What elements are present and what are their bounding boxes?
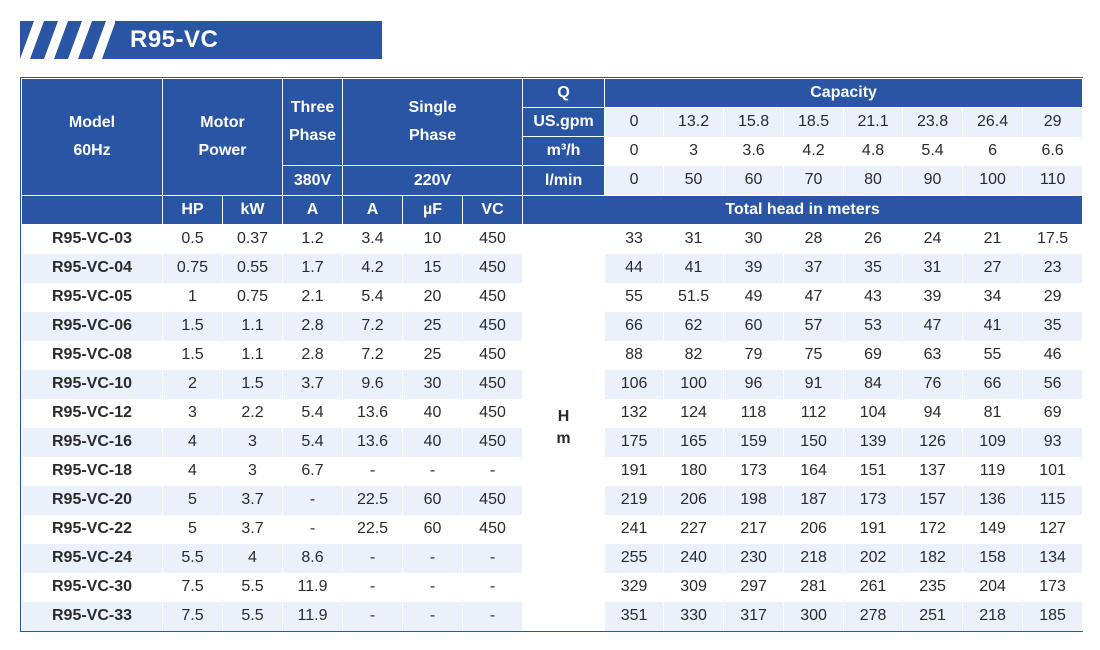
head-value: 175 <box>605 428 664 457</box>
model-name: R95-VC-18 <box>22 457 163 486</box>
head-value: 60 <box>724 312 784 341</box>
head-value: 53 <box>844 312 903 341</box>
head-unit-m: m <box>556 429 571 447</box>
head-value: 281 <box>784 573 844 602</box>
capacity-value: 18.5 <box>784 108 844 137</box>
cell-hp: 5 <box>163 486 223 515</box>
head-value: 31 <box>903 254 963 283</box>
header-single-phase: Single Phase <box>343 79 523 166</box>
cell-a3: 1.2 <box>283 225 343 254</box>
capacity-value: 70 <box>784 166 844 196</box>
head-value: 62 <box>664 312 724 341</box>
cell-uf: 10 <box>403 225 463 254</box>
head-value: 351 <box>605 602 664 631</box>
cell-uf: 40 <box>403 399 463 428</box>
table-row <box>22 225 1083 254</box>
head-value: 180 <box>664 457 724 486</box>
head-value: 66 <box>963 370 1023 399</box>
head-value: 330 <box>664 602 724 631</box>
cell-a3: 5.4 <box>283 428 343 457</box>
head-value: 255 <box>605 544 664 573</box>
unit-m3h: m³/h <box>523 137 605 166</box>
head-value: 51.5 <box>664 283 724 312</box>
cell-vc: 450 <box>463 515 523 544</box>
head-value: 172 <box>903 515 963 544</box>
head-value: 134 <box>1023 544 1083 573</box>
model-name: R95-VC-20 <box>22 486 163 515</box>
head-value: 185 <box>1023 602 1083 631</box>
cell-a1: 22.5 <box>343 515 403 544</box>
cell-a1: 5.4 <box>343 283 403 312</box>
head-value: 69 <box>1023 399 1083 428</box>
cell-uf: 25 <box>403 312 463 341</box>
head-value: 139 <box>844 428 903 457</box>
cell-hp: 4 <box>163 457 223 486</box>
head-value: 164 <box>784 457 844 486</box>
head-value: 39 <box>903 283 963 312</box>
head-value: 27 <box>963 254 1023 283</box>
cell-kw: 3 <box>223 457 283 486</box>
head-value: 297 <box>724 573 784 602</box>
title-banner <box>20 21 382 59</box>
cell-kw: 1.1 <box>223 312 283 341</box>
cell-a3: 2.1 <box>283 283 343 312</box>
capacity-value: 4.8 <box>844 137 903 166</box>
page-title: R95-VC <box>130 26 219 53</box>
cell-uf: 20 <box>403 283 463 312</box>
head-value: 24 <box>903 225 963 254</box>
cell-a3: - <box>283 486 343 515</box>
head-value: 149 <box>963 515 1023 544</box>
head-value: 218 <box>784 544 844 573</box>
capacity-value: 13.2 <box>664 108 724 137</box>
head-value: 49 <box>724 283 784 312</box>
model-name: R95-VC-10 <box>22 370 163 399</box>
cell-hp: 2 <box>163 370 223 399</box>
head-value: 93 <box>1023 428 1083 457</box>
capacity-value: 6 <box>963 137 1023 166</box>
cell-vc: - <box>463 573 523 602</box>
head-value: 165 <box>664 428 724 457</box>
capacity-value: 90 <box>903 166 963 196</box>
head-value: 109 <box>963 428 1023 457</box>
header-empty <box>22 196 163 225</box>
head-value: 127 <box>1023 515 1083 544</box>
capacity-value: 3 <box>664 137 724 166</box>
cell-kw: 0.37 <box>223 225 283 254</box>
head-value: 55 <box>605 283 664 312</box>
capacity-value: 80 <box>844 166 903 196</box>
capacity-value: 23.8 <box>903 108 963 137</box>
header-capacity: Capacity <box>605 79 1083 108</box>
head-value: 41 <box>664 254 724 283</box>
cell-a3: 2.8 <box>283 312 343 341</box>
head-value: 101 <box>1023 457 1083 486</box>
head-value: 35 <box>844 254 903 283</box>
cell-a3: 6.7 <box>283 457 343 486</box>
head-value: 218 <box>963 602 1023 631</box>
header-220v: 220V <box>343 166 523 196</box>
cell-kw: 3.7 <box>223 486 283 515</box>
head-value: 191 <box>605 457 664 486</box>
head-value: 46 <box>1023 341 1083 370</box>
cell-kw: 0.75 <box>223 283 283 312</box>
cell-a3: 11.9 <box>283 602 343 631</box>
model-name: R95-VC-30 <box>22 573 163 602</box>
cell-vc: 450 <box>463 370 523 399</box>
head-value: 112 <box>784 399 844 428</box>
cell-vc: 450 <box>463 341 523 370</box>
head-value: 29 <box>1023 283 1083 312</box>
cell-vc: 450 <box>463 399 523 428</box>
head-value: 173 <box>844 486 903 515</box>
capacity-value: 3.6 <box>724 137 784 166</box>
head-value: 159 <box>724 428 784 457</box>
cell-vc: 450 <box>463 225 523 254</box>
cell-uf: - <box>403 602 463 631</box>
cell-kw: 5.5 <box>223 573 283 602</box>
head-value: 69 <box>844 341 903 370</box>
capacity-value: 100 <box>963 166 1023 196</box>
cell-a3: 11.9 <box>283 573 343 602</box>
head-value: 31 <box>664 225 724 254</box>
cell-vc: 450 <box>463 254 523 283</box>
cell-kw: 4 <box>223 544 283 573</box>
capacity-value: 21.1 <box>844 108 903 137</box>
capacity-value: 4.2 <box>784 137 844 166</box>
cell-uf: - <box>403 573 463 602</box>
cell-kw: 5.5 <box>223 602 283 631</box>
cell-a1: 22.5 <box>343 486 403 515</box>
head-value: 137 <box>903 457 963 486</box>
head-value: 240 <box>664 544 724 573</box>
cell-vc: - <box>463 457 523 486</box>
head-value: 104 <box>844 399 903 428</box>
cell-hp: 1.5 <box>163 341 223 370</box>
head-value: 96 <box>724 370 784 399</box>
model-name: R95-VC-22 <box>22 515 163 544</box>
unit-usgpm: US.gpm <box>523 108 605 137</box>
capacity-value: 15.8 <box>724 108 784 137</box>
head-unit-h: H <box>557 407 570 425</box>
model-name: R95-VC-24 <box>22 544 163 573</box>
cell-a1: 7.2 <box>343 312 403 341</box>
header-three-phase: Three Phase <box>283 79 343 166</box>
head-value: 55 <box>963 341 1023 370</box>
unit-lmin: l/min <box>523 166 605 196</box>
head-value: 34 <box>963 283 1023 312</box>
head-value: 57 <box>784 312 844 341</box>
cell-a3: - <box>283 515 343 544</box>
cell-hp: 7.5 <box>163 602 223 631</box>
head-value: 30 <box>724 225 784 254</box>
head-value: 47 <box>784 283 844 312</box>
head-value: 198 <box>724 486 784 515</box>
head-value: 43 <box>844 283 903 312</box>
head-value: 230 <box>724 544 784 573</box>
cell-a1: - <box>343 573 403 602</box>
cell-kw: 3.7 <box>223 515 283 544</box>
header-kw: kW <box>223 196 283 225</box>
head-value: 79 <box>724 341 784 370</box>
cell-a3: 8.6 <box>283 544 343 573</box>
head-value: 39 <box>724 254 784 283</box>
header-380v: 380V <box>283 166 343 196</box>
cell-a3: 3.7 <box>283 370 343 399</box>
cell-uf: 30 <box>403 370 463 399</box>
cell-a1: 9.6 <box>343 370 403 399</box>
head-value: 217 <box>724 515 784 544</box>
cell-vc: 450 <box>463 283 523 312</box>
head-value: 106 <box>605 370 664 399</box>
model-name: R95-VC-03 <box>22 225 163 254</box>
cell-a1: 3.4 <box>343 225 403 254</box>
head-value: 63 <box>903 341 963 370</box>
head-value: 300 <box>784 602 844 631</box>
model-name: R95-VC-06 <box>22 312 163 341</box>
head-value: 23 <box>1023 254 1083 283</box>
head-value: 91 <box>784 370 844 399</box>
stripes-decoration <box>20 21 115 59</box>
head-value: 66 <box>605 312 664 341</box>
cell-kw: 3 <box>223 428 283 457</box>
head-value: 33 <box>605 225 664 254</box>
head-value: 75 <box>784 341 844 370</box>
head-value: 317 <box>724 602 784 631</box>
head-value: 219 <box>605 486 664 515</box>
head-value: 329 <box>605 573 664 602</box>
cell-hp: 4 <box>163 428 223 457</box>
head-value: 82 <box>664 341 724 370</box>
head-unit-label <box>523 225 605 631</box>
head-value: 35 <box>1023 312 1083 341</box>
head-value: 157 <box>903 486 963 515</box>
cell-vc: - <box>463 602 523 631</box>
cell-uf: 15 <box>403 254 463 283</box>
model-name: R95-VC-05 <box>22 283 163 312</box>
cell-uf: 25 <box>403 341 463 370</box>
head-value: 56 <box>1023 370 1083 399</box>
header-vc: VC <box>463 196 523 225</box>
cell-a1: - <box>343 544 403 573</box>
cell-hp: 7.5 <box>163 573 223 602</box>
head-value: 173 <box>724 457 784 486</box>
spec-table <box>21 78 1083 631</box>
model-name: R95-VC-04 <box>22 254 163 283</box>
head-value: 26 <box>844 225 903 254</box>
cell-hp: 5.5 <box>163 544 223 573</box>
head-value: 44 <box>605 254 664 283</box>
capacity-value: 0 <box>605 166 664 196</box>
model-name: R95-VC-08 <box>22 341 163 370</box>
head-value: 235 <box>903 573 963 602</box>
head-value: 241 <box>605 515 664 544</box>
cell-hp: 0.75 <box>163 254 223 283</box>
cell-hp: 5 <box>163 515 223 544</box>
capacity-value: 26.4 <box>963 108 1023 137</box>
capacity-value: 5.4 <box>903 137 963 166</box>
head-value: 278 <box>844 602 903 631</box>
head-value: 150 <box>784 428 844 457</box>
head-value: 118 <box>724 399 784 428</box>
head-value: 182 <box>903 544 963 573</box>
capacity-value: 6.6 <box>1023 137 1083 166</box>
cell-a1: 4.2 <box>343 254 403 283</box>
cell-a3: 2.8 <box>283 341 343 370</box>
cell-uf: 60 <box>403 515 463 544</box>
cell-a1: 13.6 <box>343 428 403 457</box>
head-value: 309 <box>664 573 724 602</box>
cell-a1: 7.2 <box>343 341 403 370</box>
cell-uf: 60 <box>403 486 463 515</box>
head-value: 191 <box>844 515 903 544</box>
cell-a3: 1.7 <box>283 254 343 283</box>
header-total-head: Total head in meters <box>523 196 1083 225</box>
head-value: 158 <box>963 544 1023 573</box>
cell-vc: - <box>463 544 523 573</box>
model-name: R95-VC-33 <box>22 602 163 631</box>
capacity-value: 110 <box>1023 166 1083 196</box>
head-value: 84 <box>844 370 903 399</box>
model-name: R95-VC-16 <box>22 428 163 457</box>
head-value: 124 <box>664 399 724 428</box>
cell-a3: 5.4 <box>283 399 343 428</box>
header-a-single: A <box>343 196 403 225</box>
head-value: 251 <box>903 602 963 631</box>
capacity-value: 50 <box>664 166 724 196</box>
header-a-three: A <box>283 196 343 225</box>
head-value: 187 <box>784 486 844 515</box>
cell-kw: 0.55 <box>223 254 283 283</box>
cell-vc: 450 <box>463 312 523 341</box>
cell-kw: 1.1 <box>223 341 283 370</box>
cell-uf: - <box>403 457 463 486</box>
model-name: R95-VC-12 <box>22 399 163 428</box>
cell-a1: - <box>343 457 403 486</box>
header-hp: HP <box>163 196 223 225</box>
head-value: 132 <box>605 399 664 428</box>
cell-hp: 1.5 <box>163 312 223 341</box>
cell-kw: 2.2 <box>223 399 283 428</box>
head-value: 261 <box>844 573 903 602</box>
head-value: 206 <box>664 486 724 515</box>
head-value: 76 <box>903 370 963 399</box>
cell-uf: - <box>403 544 463 573</box>
head-value: 136 <box>963 486 1023 515</box>
head-value: 204 <box>963 573 1023 602</box>
head-value: 81 <box>963 399 1023 428</box>
cell-hp: 0.5 <box>163 225 223 254</box>
capacity-value: 29 <box>1023 108 1083 137</box>
cell-vc: 450 <box>463 428 523 457</box>
cell-kw: 1.5 <box>223 370 283 399</box>
head-value: 47 <box>903 312 963 341</box>
cell-uf: 40 <box>403 428 463 457</box>
head-value: 37 <box>784 254 844 283</box>
head-value: 119 <box>963 457 1023 486</box>
head-value: 202 <box>844 544 903 573</box>
capacity-value: 0 <box>605 108 664 137</box>
header-uf: µF <box>403 196 463 225</box>
header-motor-power: Motor Power <box>163 79 283 196</box>
head-value: 115 <box>1023 486 1083 515</box>
head-value: 21 <box>963 225 1023 254</box>
head-value: 173 <box>1023 573 1083 602</box>
head-value: 88 <box>605 341 664 370</box>
cell-hp: 3 <box>163 399 223 428</box>
header-model: Model 60Hz <box>22 79 163 196</box>
cell-vc: 450 <box>463 486 523 515</box>
cell-hp: 1 <box>163 283 223 312</box>
head-value: 206 <box>784 515 844 544</box>
cell-a1: - <box>343 602 403 631</box>
head-value: 126 <box>903 428 963 457</box>
head-value: 100 <box>664 370 724 399</box>
head-value: 17.5 <box>1023 225 1083 254</box>
cell-a1: 13.6 <box>343 399 403 428</box>
head-value: 227 <box>664 515 724 544</box>
capacity-value: 0 <box>605 137 664 166</box>
head-value: 151 <box>844 457 903 486</box>
head-value: 41 <box>963 312 1023 341</box>
head-value: 28 <box>784 225 844 254</box>
head-value: 94 <box>903 399 963 428</box>
capacity-value: 60 <box>724 166 784 196</box>
header-q: Q <box>523 79 605 108</box>
